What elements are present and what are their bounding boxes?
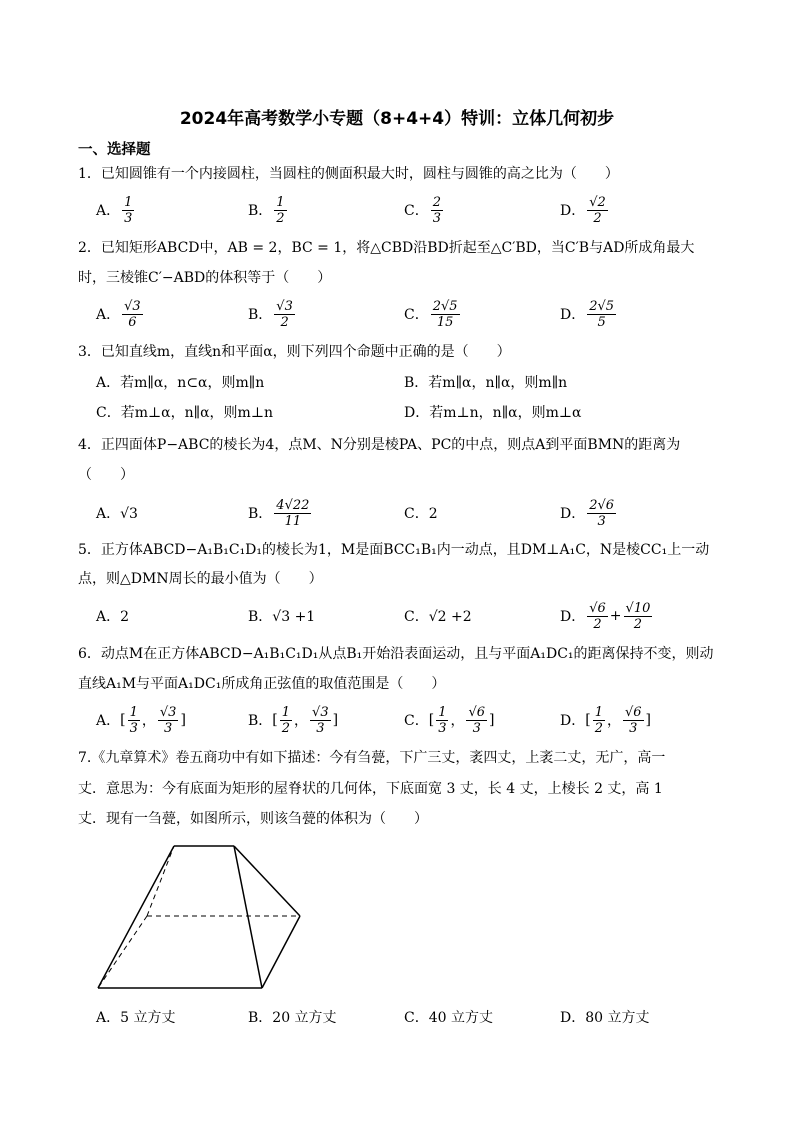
question-7-line2: 丈．意思为：今有底面为矩形的屋脊状的几何体，下底面宽 3 丈，长 4 丈，上棱长 2 丈，高 1 — [78, 781, 663, 797]
q7-option-d[interactable]: D．80 立方丈 — [560, 1010, 650, 1026]
q1-option-b[interactable]: B． $\frac{1}{2}$ — [248, 194, 285, 226]
q6-option-a[interactable]: A． [ $\frac{1}{3}$ ， $\frac{√3}{3}$ ] — [96, 704, 186, 736]
q6-option-d[interactable]: D． [ $\frac{1}{2}$ ， $\frac{√6}{3}$ ] — [560, 704, 652, 736]
q7-option-b[interactable]: B．20 立方丈 — [248, 1010, 337, 1026]
q5-option-d[interactable]: D． $\frac{√6}{2}$ + $\frac{√10}{2}$ — [560, 600, 651, 632]
q4-option-d[interactable]: D． $\frac{2√6}{3}$ — [560, 497, 615, 529]
fraction: $\frac{√3}{6}$ — [124, 298, 141, 330]
fraction: $\frac{1}{3}$ — [129, 704, 138, 736]
q6-option-b[interactable]: B． [ $\frac{1}{2}$ ， $\frac{√3}{3}$ ] — [248, 704, 339, 736]
q2-option-d[interactable]: D． $\frac{2√5}{5}$ — [560, 298, 615, 330]
q4-option-a[interactable]: A．√3 — [96, 506, 138, 522]
fraction: $\frac{√3}{2}$ — [276, 298, 293, 330]
bottom-right-edge — [262, 916, 300, 988]
q2-option-a[interactable]: A． $\frac{√3}{6}$ — [96, 298, 141, 330]
question-3-stem: 3．已知直线m，直线n和平面α，则下列四个命题中正确的是（ ） — [78, 344, 511, 360]
fraction: $\frac{1}{3}$ — [438, 704, 447, 736]
q7-option-c[interactable]: C．40 立方丈 — [404, 1010, 493, 1026]
chuhong-figure — [92, 840, 312, 996]
question-5-line1: 5．正方体ABCD−A₁B₁C₁D₁的棱长为1，M是面BCC₁B₁内一动点，且DM⊥A₁C，N是棱CC₁上一动 — [78, 542, 710, 558]
fraction: $\frac{2}{3}$ — [432, 194, 441, 226]
fraction: $\frac{2√6}{3}$ — [589, 497, 615, 529]
q5-option-c[interactable]: C．√2 +2 — [404, 609, 472, 625]
q5-option-b[interactable]: B．√3 +1 — [248, 609, 316, 625]
fraction: $\frac{1}{2}$ — [281, 704, 291, 736]
question-2-line1: 2．已知矩形ABCD中，AB = 2，BC = 1，将△CBD沿BD折起至△C′BD，当C′B与AD所成角最大 — [78, 240, 695, 256]
fraction: $\frac{√2}{2}$ — [589, 194, 606, 226]
q3-option-d[interactable]: D．若m⊥n，n∥α，则m⊥α — [404, 405, 582, 421]
q4-option-b[interactable]: B． $\frac{4√22}{11}$ — [248, 497, 310, 529]
question-4-line1: 4．正四面体P−ABC的棱长为4，点M、N分别是棱PA、PC的中点，则点A到平面BMN的距离为 — [78, 437, 681, 453]
fraction: $\frac{4√22}{11}$ — [276, 497, 310, 529]
question-7-line1: 7.《九章算术》卷五商功中有如下描述：今有刍甍，下广三丈，袤四丈，上袤二丈，无广，高一 — [78, 750, 666, 766]
q5-option-a[interactable]: A．2 — [96, 609, 130, 625]
fraction: $\frac{√6}{3}$ — [624, 704, 642, 736]
question-5-line2: 点，则△DMN周长的最小值为（ ） — [78, 571, 323, 587]
page-title: 2024年高考数学小专题（8+4+4）特训：立体几何初步 — [179, 109, 615, 129]
q4-option-c[interactable]: C．2 — [404, 506, 438, 522]
q3-option-c[interactable]: C．若m⊥α，n∥α，则m⊥n — [96, 405, 274, 421]
question-4-line2: （ ） — [78, 467, 134, 483]
fraction: $\frac{1}{3}$ — [124, 194, 133, 226]
fraction: $\frac{1}{2}$ — [276, 194, 285, 226]
back-right-edge — [234, 846, 300, 916]
fraction: $\frac{1}{2}$ — [594, 704, 603, 736]
question-7-line3: 丈．现有一刍甍，如图所示，则该刍甍的体积为（ ） — [78, 811, 428, 827]
q1-option-a[interactable]: A． $\frac{1}{3}$ — [96, 194, 133, 226]
q7-option-a[interactable]: A．5 立方丈 — [96, 1010, 176, 1026]
q3-option-b[interactable]: B．若m∥α，n∥α，则m∥n — [404, 375, 568, 391]
section-heading: 一、选择题 — [78, 142, 151, 158]
question-6-line2: 直线A₁M与平面A₁DC₁所成角正弦值的取值范围是（ ） — [78, 676, 446, 692]
front-right-edge — [234, 846, 262, 988]
front-left-edge — [98, 846, 174, 988]
question-6-line1: 6．动点M在正方体ABCD−A₁B₁C₁D₁从点B₁开始沿表面运动，且与平面A₁DC₁的距离保持不变，则动 — [78, 646, 714, 662]
q1-option-c[interactable]: C． $\frac{2}{3}$ — [404, 194, 441, 226]
q3-option-a[interactable]: A．若m∥α，n⊂α，则m∥n — [96, 375, 265, 391]
hidden-left-edge — [98, 916, 147, 988]
question-1-stem: 1．已知圆锥有一个内接圆柱，当圆柱的侧面积最大时，圆柱与圆锥的高之比为（ ） — [78, 166, 619, 182]
fraction: $\frac{2√5}{5}$ — [589, 298, 615, 330]
hidden-back-left-edge — [147, 846, 174, 916]
q6-option-c[interactable]: C． [ $\frac{1}{3}$ ， $\frac{√6}{3}$ ] — [404, 704, 495, 736]
question-2-line2: 时，三棱锥C′−ABD的体积等于（ ） — [78, 270, 332, 286]
q2-option-b[interactable]: B． $\frac{√3}{2}$ — [248, 298, 293, 330]
fraction: $\frac{√6}{3}$ — [468, 704, 486, 736]
fraction: $\frac{√3}{3}$ — [159, 704, 177, 736]
q1-option-d[interactable]: D． $\frac{√2}{2}$ — [560, 194, 606, 226]
fraction: $\frac{√3}{3}$ — [312, 704, 329, 736]
fraction: $\frac{√10}{2}$ — [625, 600, 651, 632]
q2-option-c[interactable]: C． $\frac{2√5}{15}$ — [404, 298, 458, 330]
fraction: $\frac{√6}{2}$ — [589, 600, 606, 632]
fraction: $\frac{2√5}{15}$ — [432, 298, 458, 330]
